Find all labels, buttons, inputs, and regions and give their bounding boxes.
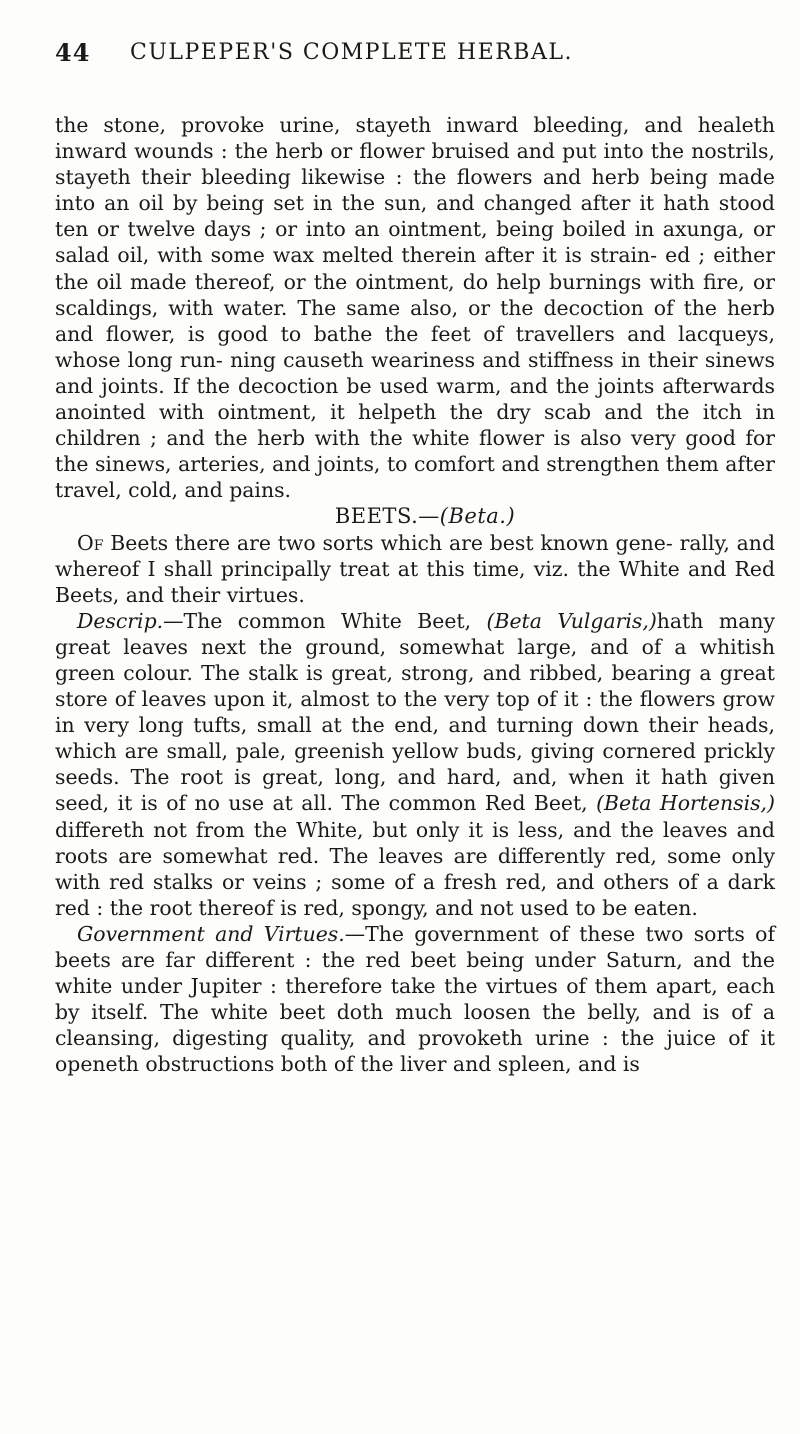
section-heading-latin: (Beta.) <box>439 504 516 529</box>
intro-dropcap: Of <box>77 530 104 555</box>
government-text: —The government of these two sorts of beets are far different : the red beet being under Saturn, and the white under Jupiter : therefore take the virtues of them apart, each by itself. The white beet doth much loosen the belly, and is of a cleansing, digesting quality, and provoketh urine : the juice of it openeth obstructions both of the liver and spleen, and is <box>55 921 775 1077</box>
description-latin-2: (Beta Hortensis,) <box>596 791 775 816</box>
description-text-3: differeth not from the White, but only it is less, and the leaves and roots are somewhat red. The leaves are differently red, some only with red stalks or veins ; some of a fresh red, and others of a dark red : the root thereof is red, spongy, and not used to be eaten. <box>55 817 775 920</box>
description-label: Descrip. <box>77 608 164 633</box>
description-latin-1: (Beta Vulgaris,) <box>486 608 657 633</box>
page-number: 44 <box>55 38 91 67</box>
description-text-2: hath many great leaves next the ground, somewhat large, and of a whitish green colour. The stalk is great, strong, and ribbed, bearing a great store of leaves upon it, almost to the very top of it : the flowers grow in very long tufts, small at the end, and turning down their heads, which are small, pale, greenish yellow buds, giving cornered prickly seeds. The root is great, long, and hard, and, when it hath given seed, it is of no use at all. The common Red Beet, <box>55 608 776 816</box>
running-title: CULPEPER'S COMPLETE HERBAL. <box>130 40 573 65</box>
intro-paragraph <box>55 530 775 608</box>
continuation-paragraph: the stone, provoke urine, stayeth inward bleeding, and healeth inward wounds : the herb or flower bruised and put into the nostrils, stayeth their bleeding likewise : the flowers and herb being made into an oil by being set in the sun, and changed after it hath stood ten or twelve days ; or into an ointment, being boiled in axunga, or salad oil, with some wax melted therein after it is strain- ed ; either the oil made thereof, or the ointment, do help burnings with fire, or scaldings, with water. The same also, or the decoction of the herb and flower, is good to bathe the feet of travellers and lacqueys, whose long run- ning causeth weariness and stiffness in their sinews and joints. If the decoction be used warm, and the joints afterwards anointed with ointment, it helpeth the dry scab and the itch in children ; and the herb with the white flower is also very good for the sinews, arteries, and joints, to comfort and strengthen them after travel, cold, and pains. <box>55 113 775 503</box>
government-label: Government and Virtues. <box>77 921 345 946</box>
intro-text: Beets there are two sorts which are best known gene- rally, and whereof I shall principally treat at this time, viz. the White and Red Beets, and their virtues. <box>55 530 775 607</box>
running-head <box>55 38 775 74</box>
body-text <box>55 112 775 1077</box>
government-paragraph <box>55 921 775 1078</box>
section-heading <box>55 503 775 529</box>
section-heading-title: BEETS.— <box>334 504 440 529</box>
description-paragraph <box>55 608 775 921</box>
description-text-1: —The common White Beet, <box>163 608 487 633</box>
